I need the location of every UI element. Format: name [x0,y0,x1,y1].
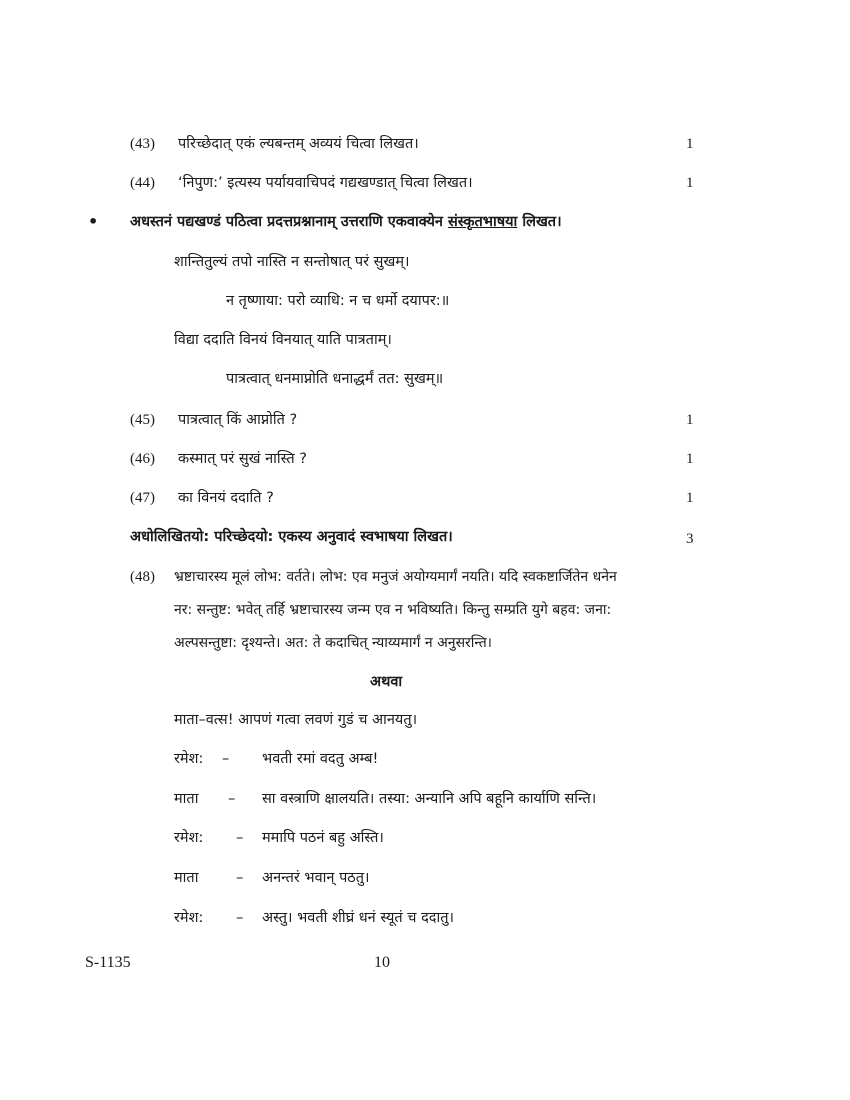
dialogue-speaker: माता [174,791,199,807]
page-number: 10 [374,954,390,971]
instruction-underlined: संस्कृतभाषया [447,214,518,230]
question-marks: 1 [686,490,694,506]
passage-line: नर: सन्तुष्ट: भवेत् तर्हि भ्रष्टाचारस्य जन्म एव न भविष्यति। किन्तु सम्प्रति युगे बहव: जना: [174,602,612,618]
question-text: कस्मात् परं सुखं नास्ति ? [178,451,307,467]
verse-line: विद्या ददाति विनयं विनयात् याति पात्रताम्। [174,332,392,348]
dialogue-speaker: रमेश: [174,910,204,926]
question-text: ‘निपुण:’ इत्यस्य पर्यायवाचिपदं गद्यखण्डात् चित्वा लिखत। [178,175,473,191]
passage-line: भ्रष्टाचारस्य मूलं लोभ: वर्तते। लोभ: एव मनुजं अयोग्यमार्गं नयति। यदि स्वकष्टार्जितेन धनेन [174,569,617,585]
question-marks: 1 [686,451,694,467]
question-marks: 3 [686,531,694,547]
verse-line: पात्रत्वात् धनमाप्नोति धनाद्धर्मं तत: सुखम्॥ [226,371,444,387]
verse-line: शान्तितुल्यं तपो नास्ति न सन्तोषात् परं सुखम्। [174,254,410,270]
question-number: (44) [130,175,155,191]
question-number: (48) [130,569,155,585]
translation-instruction: अधोलिखितयो: परिच्छेदयो: एकस्य अनुवादं स्वभाषया लिखत। [130,529,453,545]
question-text: परिच्छेदात् एकं ल्यबन्तम् अव्ययं चित्वा लिखत। [178,136,419,152]
dialogue-text: अस्तु। भवती शीघ्रं धनं स्यूतं च ददातु। [262,910,454,926]
question-marks: 1 [686,412,694,428]
verse-instruction [130,212,562,232]
question-number: (47) [130,490,155,506]
dialogue-speaker: रमेश: [174,751,204,767]
dialogue-speaker: माता [174,870,199,886]
dialogue-dash: – [236,910,244,926]
dialogue-dash: – [236,870,244,886]
dialogue-dash: – [198,712,206,728]
question-marks: 1 [686,175,694,191]
question-text: का विनयं ददाति ? [178,490,274,506]
passage-line: अल्पसन्तुष्टा: दृश्यन्ते। अत: ते कदाचित् न्याय्यमार्गं न अनुसरन्ति। [174,635,492,651]
dialogue-text: वत्स! आपणं गत्वा लवणं गुडं च आनयतु। [205,712,418,728]
verse-line: न तृष्णाया: परो व्याधि: न च धर्मो दयापर:॥ [226,293,450,309]
paper-code: S-1135 [85,954,131,971]
dialogue-text: भवती रमां वदतु अम्ब! [262,751,379,767]
question-marks: 1 [686,136,694,152]
dialogue-text: ममापि पठनं बहु अस्ति। [262,830,384,846]
dialogue-dash: – [222,751,230,767]
instruction-part: लिखत। [517,214,562,230]
or-divider: अथवा [370,674,403,690]
dialogue-text: अनन्तरं भवान् पठतु। [262,870,370,886]
dialogue-line [174,710,417,730]
dialogue-speaker: रमेश: [174,830,204,846]
bullet: • [88,212,99,231]
dialogue-text: सा वस्त्राणि क्षालयति। तस्या: अन्यानि अपि बहूनि कार्याणि सन्ति। [262,791,597,807]
dialogue-dash: – [236,830,244,846]
question-number: (46) [130,451,155,467]
dialogue-dash: – [228,791,236,807]
instruction-part: अधस्तनं पद्यखण्डं पठित्वा प्रदत्तप्रश्नानाम् उत्तराणि एकवाक्येन [130,214,448,230]
question-number: (45) [130,412,155,428]
dialogue-speaker: माता [174,712,199,728]
question-text: पात्रत्वात् किं आप्नोति ? [178,412,298,428]
question-number: (43) [130,136,155,152]
